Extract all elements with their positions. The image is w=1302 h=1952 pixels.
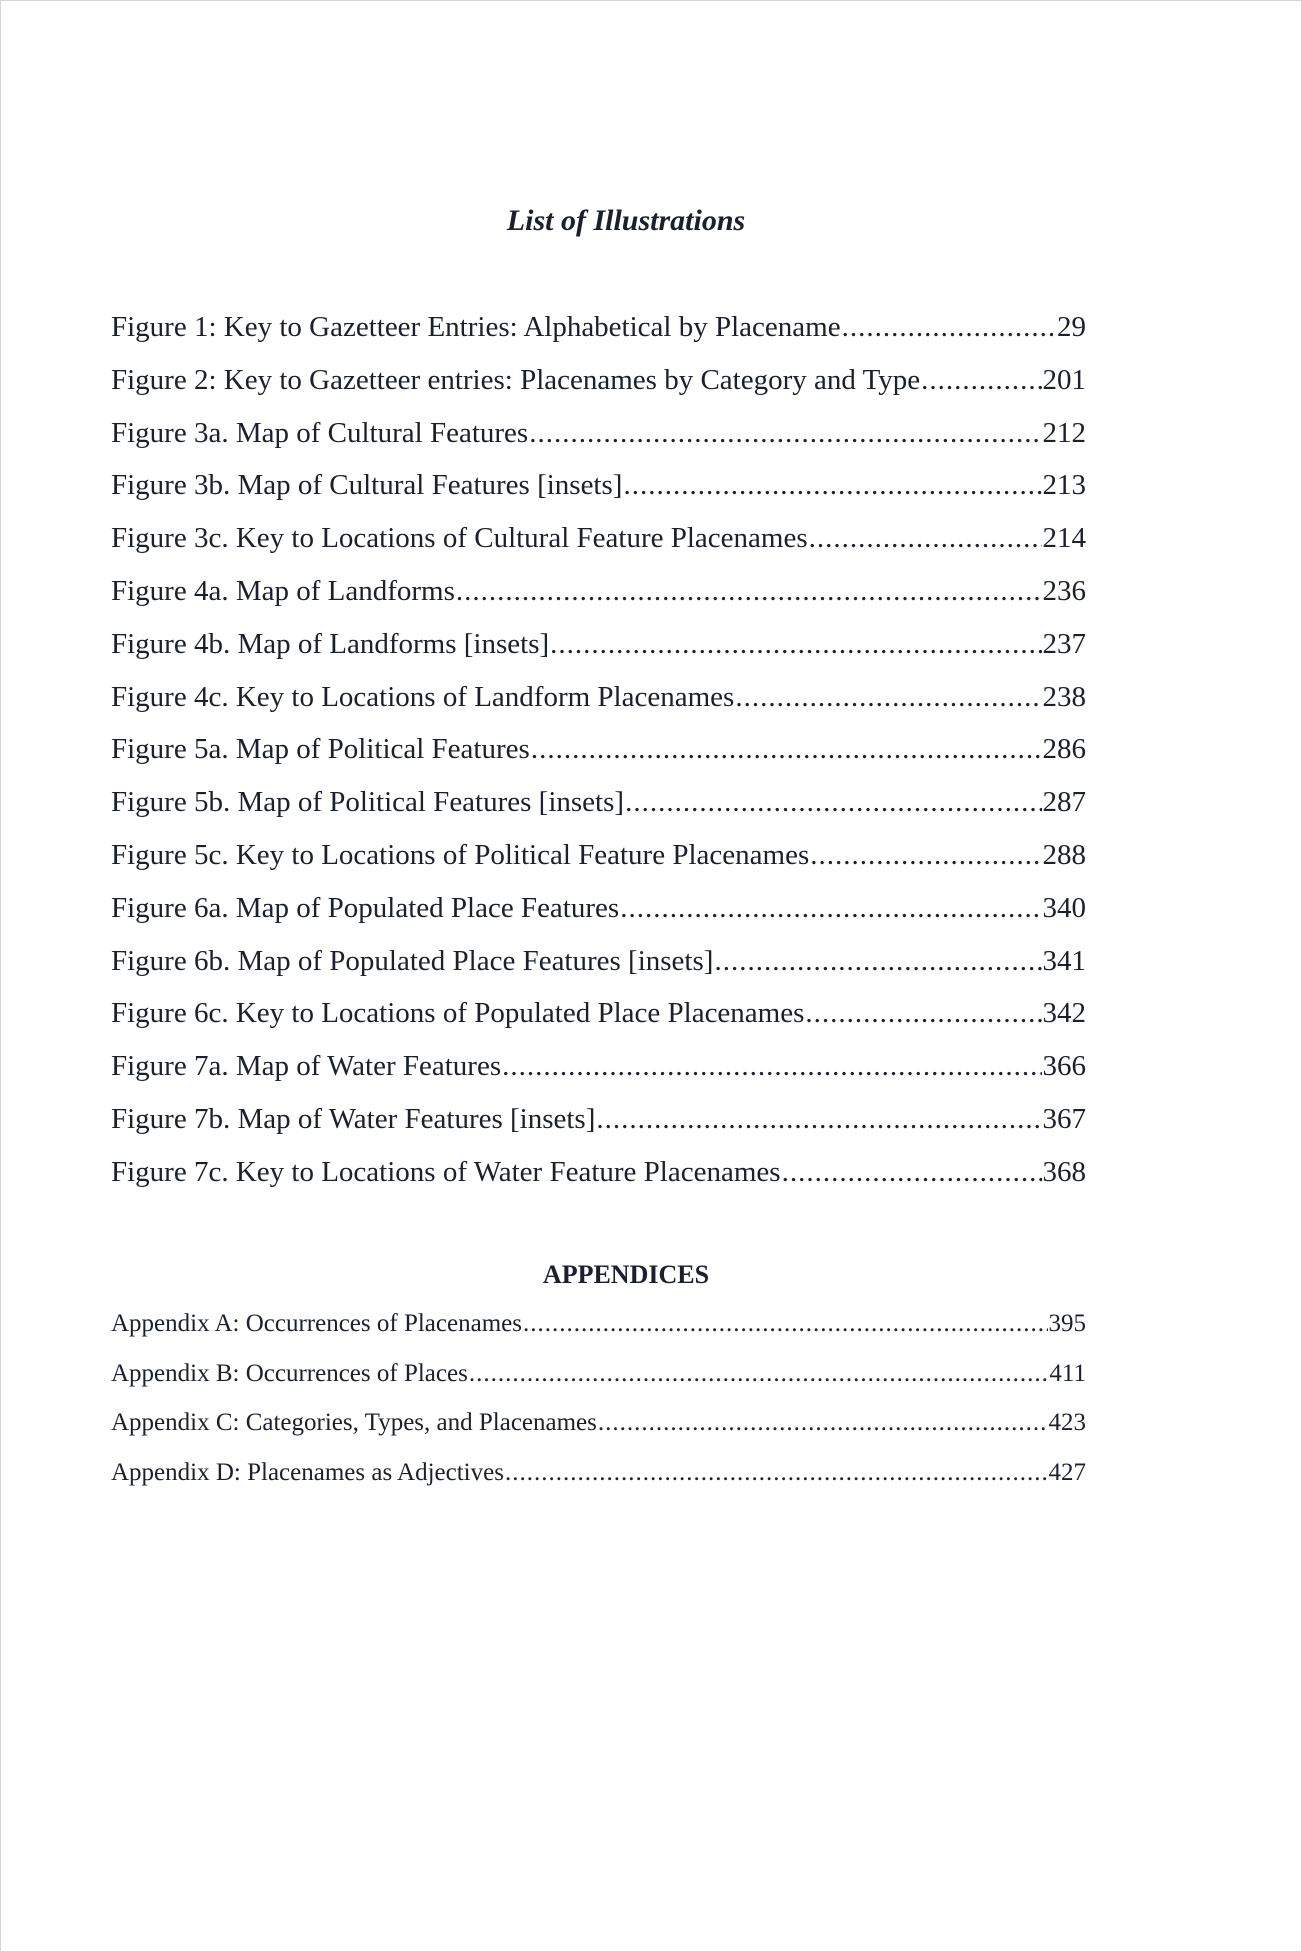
toc-page-number: 236: [1042, 574, 1086, 607]
dot-leader: [531, 726, 1042, 772]
toc-entry-label: Figure 3b. Map of Cultural Features [insets]: [111, 469, 623, 502]
toc-page-number: 367: [1042, 1102, 1086, 1135]
appendix-page-number: 411: [1049, 1359, 1086, 1387]
toc-entry: [111, 938, 1086, 991]
dot-leader: [456, 568, 1042, 614]
toc-entry-label: Figure 2: Key to Gazetteer entries: Placenames by Category and Type: [111, 363, 921, 396]
dot-leader: [735, 674, 1041, 720]
toc-entry: [111, 410, 1086, 463]
toc-entry: [111, 1096, 1086, 1149]
toc-page-number: 237: [1042, 627, 1086, 660]
dot-leader: [714, 938, 1041, 984]
toc-page-number: 341: [1042, 944, 1086, 977]
dot-leader: [502, 1043, 1041, 1089]
toc-entry: [111, 885, 1086, 938]
dot-leader: [921, 357, 1041, 403]
toc-entry: [111, 621, 1086, 674]
appendix-list: [111, 1304, 1086, 1502]
toc-entry-label: Figure 3a. Map of Cultural Features: [111, 416, 529, 449]
toc-page-number: 213: [1042, 469, 1086, 502]
toc-entry-label: Figure 4a. Map of Landforms: [111, 574, 455, 607]
page-title: List of Illustrations: [506, 204, 746, 237]
toc-entry: [111, 726, 1086, 779]
toc-entry-label: Figure 7c. Key to Locations of Water Feature Placenames: [111, 1155, 781, 1188]
toc-entry: [111, 1149, 1086, 1202]
toc-page-number: 29: [1057, 311, 1086, 343]
appendix-entry-label: Appendix A: Occurrences of Placenames: [111, 1310, 522, 1337]
dot-leader: [505, 1453, 1048, 1493]
toc-page-number: 201: [1042, 363, 1086, 396]
dot-leader: [782, 1149, 1042, 1195]
dot-leader: [523, 1304, 1048, 1344]
toc-entry-label: Figure 4b. Map of Landforms [insets]: [111, 627, 550, 660]
figure-list: [111, 304, 1086, 1202]
toc-entry: [111, 304, 1086, 357]
appendix-entry: [111, 1403, 1086, 1453]
appendix-entry: [111, 1354, 1086, 1404]
appendix-page-number: 395: [1048, 1310, 1086, 1337]
toc-page-number: 340: [1042, 891, 1086, 924]
toc-entry-label: Figure 6b. Map of Populated Place Features [insets]: [111, 944, 714, 977]
dot-leader: [596, 1096, 1041, 1142]
appendices-heading: APPENDICES: [542, 1260, 710, 1289]
appendix-entry-label: Appendix D: Placenames as Adjectives: [111, 1458, 504, 1486]
toc-entry: [111, 515, 1086, 568]
toc-page-number: 214: [1042, 522, 1086, 555]
toc-entry-label: Figure 5c. Key to Locations of Political Feature Placenames: [111, 838, 810, 871]
toc-page-number: 212: [1042, 416, 1086, 449]
dot-leader: [598, 1403, 1048, 1443]
dot-leader: [550, 621, 1041, 667]
toc-entry: [111, 357, 1086, 410]
toc-entry-label: Figure 7a. Map of Water Features: [111, 1050, 502, 1083]
toc-entry-label: Figure 3c. Key to Locations of Cultural Feature Placenames: [111, 522, 808, 555]
appendix-entry: [111, 1304, 1086, 1354]
toc-entry: [111, 462, 1086, 515]
dot-leader: [809, 515, 1042, 561]
dot-leader: [623, 462, 1041, 508]
appendix-entry-label: Appendix B: Occurrences of Places: [111, 1359, 468, 1387]
toc-entry: [111, 1043, 1086, 1096]
appendix-entry-label: Appendix C: Categories, Types, and Placenames: [111, 1409, 597, 1436]
toc-page-number: 288: [1042, 838, 1086, 871]
toc-entry: [111, 779, 1086, 832]
toc-entry-label: Figure 1: Key to Gazetteer Entries: Alphabetical by Placename: [111, 311, 841, 343]
toc-page-number: 368: [1042, 1155, 1086, 1188]
toc-entry: [111, 568, 1086, 621]
toc-entry: [111, 832, 1086, 885]
toc-page-number: 287: [1042, 786, 1086, 819]
appendix-page-number: 427: [1048, 1458, 1086, 1486]
dot-leader: [810, 832, 1041, 878]
toc-entry-label: Figure 6a. Map of Populated Place Features: [111, 891, 620, 924]
dot-leader: [529, 410, 1041, 456]
toc-entry-label: Figure 5b. Map of Political Features [insets]: [111, 786, 625, 819]
dot-leader: [469, 1354, 1049, 1394]
dot-leader: [620, 885, 1041, 931]
toc-entry: [111, 990, 1086, 1043]
dot-leader: [842, 304, 1056, 350]
toc-entry-label: Figure 7b. Map of Water Features [insets]: [111, 1102, 596, 1135]
appendix-entry: [111, 1453, 1086, 1503]
appendix-page-number: 423: [1048, 1409, 1086, 1436]
toc-page-number: 366: [1042, 1050, 1086, 1083]
dot-leader: [625, 779, 1041, 825]
toc-page-number: 286: [1042, 733, 1086, 766]
dot-leader: [805, 990, 1041, 1036]
toc-page-number: 342: [1042, 997, 1086, 1030]
toc-entry-label: Figure 4c. Key to Locations of Landform Placenames: [111, 680, 735, 713]
toc-entry-label: Figure 6c. Key to Locations of Populated Place Placenames: [111, 997, 805, 1030]
toc-page-number: 238: [1042, 680, 1086, 713]
toc-entry: [111, 674, 1086, 727]
toc-entry-label: Figure 5a. Map of Political Features: [111, 733, 530, 766]
